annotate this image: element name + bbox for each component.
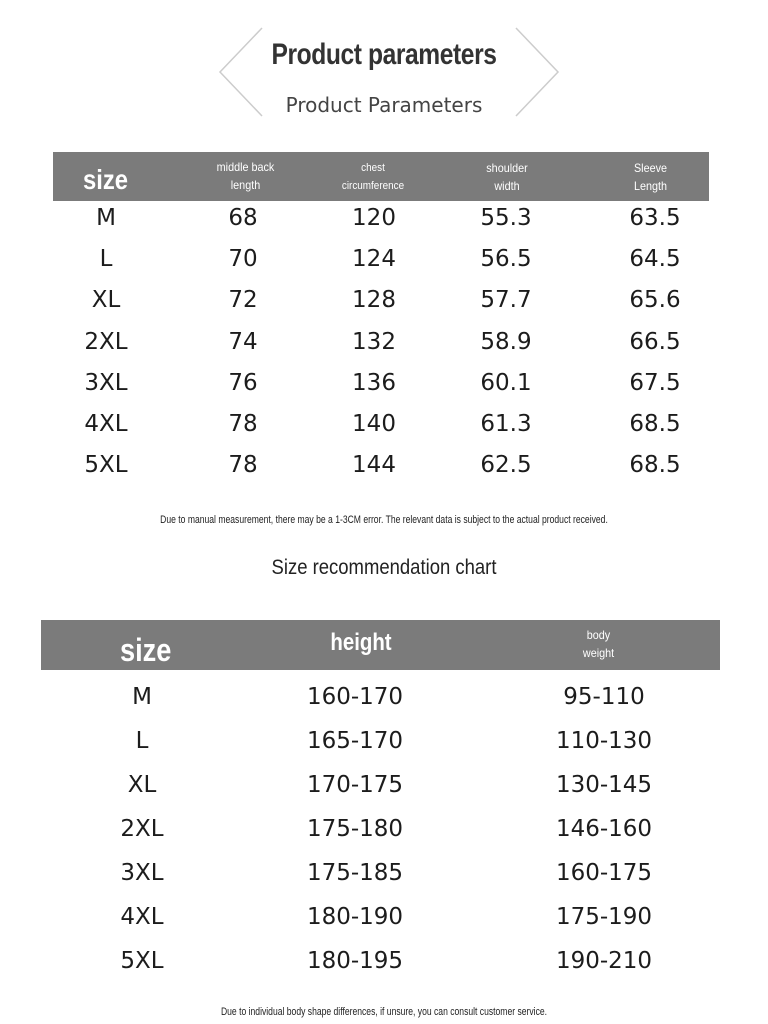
chest-header-line-2: circumference <box>341 180 405 192</box>
shoulder-cell: 61.3 <box>480 411 532 437</box>
weight-cell: 146-160 <box>555 816 653 842</box>
back-length-cell: 68 <box>228 205 258 231</box>
height-cell: 160-170 <box>306 684 404 710</box>
shoulder-header-line-1: shoulder <box>486 161 528 175</box>
measurement-note: Due to manual measurement, there may be a 1-3CM error. The relevant data is subject to the actual product received. <box>160 514 608 526</box>
height-cell: 165-170 <box>306 728 404 754</box>
weight-cell: 110-130 <box>555 728 653 754</box>
size-column-header: size <box>83 164 128 195</box>
rec-size-cell: 4XL <box>120 904 164 930</box>
sleeve-header-line-1: Sleeve <box>633 161 668 175</box>
page-subtitle: Product Parameters <box>285 93 483 117</box>
rec-size-cell: XL <box>127 772 157 798</box>
chest-column-header <box>324 159 423 195</box>
height-cell: 170-175 <box>306 772 404 798</box>
back-length-cell: 74 <box>228 328 258 355</box>
shoulder-cell: 58.9 <box>480 328 532 355</box>
shoulder-cell: 57.7 <box>480 287 532 314</box>
rec-size-cell: M <box>132 684 152 710</box>
shoulder-cell: 62.5 <box>480 452 532 479</box>
recommendation-title: Size recommendation chart <box>271 556 497 579</box>
back-length-header-line-2: length <box>230 178 261 192</box>
height-cell: 175-180 <box>306 816 404 842</box>
sleeve-cell: 63.5 <box>629 205 681 231</box>
chest-cell: 140 <box>352 411 396 437</box>
weight-cell: 95-110 <box>563 684 645 710</box>
size-cell: 5XL <box>84 452 128 479</box>
size-cell: 3XL <box>84 369 128 396</box>
size-cell: M <box>96 205 116 231</box>
weight-header-line-1: body <box>586 628 611 642</box>
size-cell: 2XL <box>84 328 128 355</box>
page-title: Product parameters <box>271 38 497 71</box>
chest-cell: 128 <box>352 287 396 314</box>
sleeve-column-header <box>603 159 698 195</box>
shoulder-cell: 60.1 <box>480 369 532 396</box>
back-length-cell: 72 <box>228 287 258 314</box>
weight-cell: 190-210 <box>555 948 653 974</box>
size-cell: XL <box>91 287 121 314</box>
recommendation-table-header <box>41 620 720 670</box>
weight-header-line-2: weight <box>582 646 615 660</box>
height-cell: 175-185 <box>306 860 404 886</box>
chest-cell: 124 <box>352 246 396 273</box>
back-length-header-line-1: middle back <box>216 160 275 174</box>
back-length-cell: 78 <box>228 452 258 479</box>
rec-size-cell: L <box>135 728 149 754</box>
back-length-column-header <box>198 158 293 194</box>
sleeve-cell: 64.5 <box>629 246 681 273</box>
weight-cell: 160-175 <box>555 860 653 886</box>
height-cell: 180-195 <box>306 948 404 974</box>
chest-cell: 120 <box>352 205 396 231</box>
size-cell: L <box>99 246 113 273</box>
shoulder-cell: 55.3 <box>480 205 532 231</box>
shoulder-cell: 56.5 <box>480 246 532 273</box>
sleeve-cell: 66.5 <box>629 328 681 355</box>
weight-cell: 175-190 <box>555 904 653 930</box>
sleeve-cell: 65.6 <box>629 287 681 314</box>
sleeve-cell: 67.5 <box>629 369 681 396</box>
weight-cell: 130-145 <box>555 772 653 798</box>
rec-size-cell: 5XL <box>120 948 164 974</box>
sleeve-cell: 68.5 <box>629 411 681 437</box>
chest-cell: 132 <box>352 328 396 355</box>
height-column-header: height <box>330 629 392 656</box>
chest-header-line-1: chest <box>361 162 385 174</box>
size-cell: 4XL <box>84 411 128 437</box>
weight-column-header <box>556 626 642 662</box>
sleeve-cell: 68.5 <box>629 452 681 479</box>
rec-size-column-header: size <box>120 632 172 668</box>
height-cell: 180-190 <box>306 904 404 930</box>
size-table-header <box>53 152 709 201</box>
sleeve-header-line-2: Length <box>633 179 668 193</box>
body-shape-note: Due to individual body shape differences, if unsure, you can consult customer service. <box>220 1006 548 1018</box>
back-length-cell: 76 <box>228 369 258 396</box>
rec-size-cell: 2XL <box>120 816 164 842</box>
rec-size-cell: 3XL <box>120 860 164 886</box>
shoulder-column-header <box>458 159 555 195</box>
shoulder-header-line-2: width <box>494 179 520 193</box>
page-header <box>0 0 768 130</box>
chest-cell: 144 <box>352 452 396 479</box>
back-length-cell: 78 <box>228 411 258 437</box>
back-length-cell: 70 <box>228 246 258 273</box>
chest-cell: 136 <box>352 369 396 396</box>
